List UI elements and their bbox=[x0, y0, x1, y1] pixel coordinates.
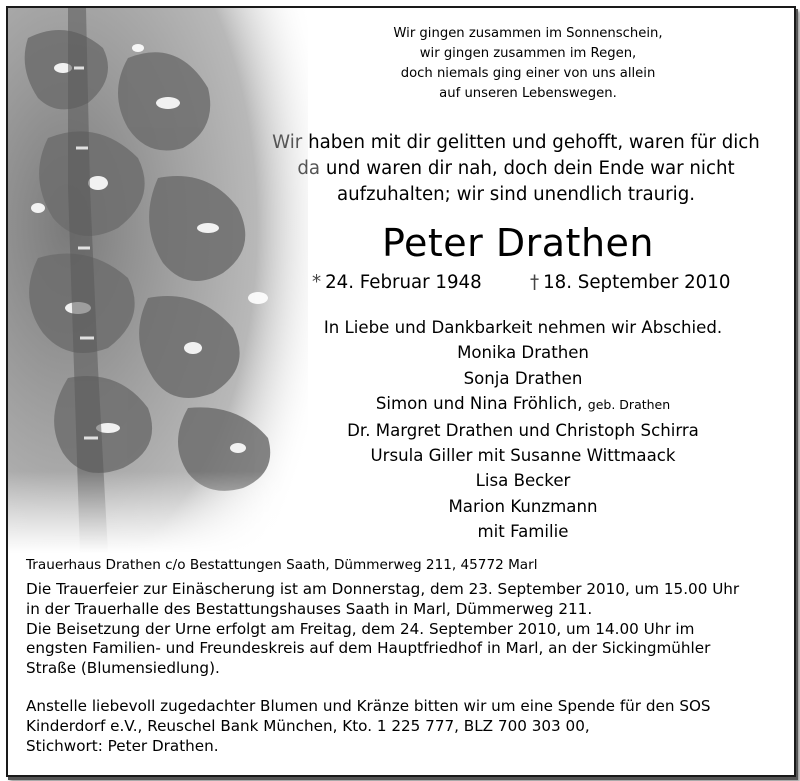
mourner: Marion Kunzmann bbox=[448, 496, 598, 516]
deceased-name: Peter Drathen bbox=[381, 221, 655, 265]
lead-rest: aufzuhalten; wir sind unendlich traurig. bbox=[336, 184, 696, 205]
lead-word: da bbox=[297, 158, 321, 179]
donation-request bbox=[26, 697, 796, 756]
death-cross-icon: † bbox=[530, 272, 540, 293]
mourner: Sonja Drathen bbox=[463, 368, 583, 388]
mourner: Dr. Margret Drathen und Christoph Schirra bbox=[347, 420, 699, 440]
mourner-name: Simon und Nina Fröhlich, bbox=[375, 394, 583, 414]
mourner: Monika Drathen bbox=[457, 343, 589, 363]
lead-word: Wir bbox=[272, 132, 303, 153]
service-line: Straße (Blumensiedlung). bbox=[26, 659, 220, 678]
service-line: Die Beisetzung der Urne erfolgt am Freitag, dem 24. September 2010, um 14.00 Uhr im bbox=[26, 619, 695, 638]
birth-star-icon: * bbox=[312, 272, 322, 293]
service-line: Die Trauerfeier zur Einäscherung ist am Donnerstag, dem 23. September 2010, um 15.00 Uhr bbox=[26, 580, 740, 598]
mourner: Lisa Becker bbox=[475, 471, 571, 491]
donation-line: Anstelle liebevoll zugedachter Blumen und Kränze bitten wir um eine Spende für den SOS bbox=[26, 697, 711, 715]
mourner: Ursula Giller mit Susanne Wittmaack bbox=[370, 446, 676, 466]
lead-line bbox=[266, 156, 766, 182]
farewell-text: In Liebe und Dankbarkeit nehmen wir Abschied. bbox=[323, 318, 723, 337]
service-details bbox=[26, 580, 796, 679]
poem-line: Wir gingen zusammen im Sonnenschein, bbox=[393, 26, 663, 41]
obituary-notice bbox=[6, 6, 796, 777]
death-date bbox=[530, 270, 730, 296]
mourners-list bbox=[298, 315, 748, 545]
death-date-text: 18. September 2010 bbox=[543, 272, 731, 293]
service-line: engsten Familien- und Freundeskreis auf dem Hauptfriedhof in Marl, an der Sickingmühler bbox=[26, 639, 711, 658]
lead-line bbox=[266, 182, 766, 208]
donation-line: Kinderdorf e.V., Reuschel Bank München, Kto. 1 225 777, BLZ 700 303 00, bbox=[26, 716, 590, 735]
poem bbox=[348, 24, 708, 104]
mourning-house-address: Trauerhaus Drathen c/o Bestattungen Saath, Dümmerweg 211, 45772 Marl bbox=[26, 557, 538, 573]
poem-line: auf unseren Lebenswegen. bbox=[439, 86, 617, 101]
donation-line: Stichwort: Peter Drathen. bbox=[26, 736, 219, 755]
mourner: mit Familie bbox=[477, 522, 569, 542]
lead-text bbox=[266, 130, 766, 208]
poem-line: doch niemals ging einer von uns allein bbox=[400, 66, 656, 81]
lead-rest: und waren dir nah, doch dein Ende war nicht bbox=[320, 158, 735, 179]
birch-tree-image bbox=[8, 8, 308, 553]
birth-date-text: 24. Februar 1948 bbox=[325, 272, 482, 293]
lead-rest: haben mit dir gelitten und gehofft, waren für dich bbox=[302, 132, 760, 153]
lead-line bbox=[266, 130, 766, 156]
poem-line: wir gingen zusammen im Regen, bbox=[419, 46, 637, 61]
maiden-name-note: geb. Drathen bbox=[587, 397, 671, 413]
service-line: in der Trauerhalle des Bestattungshauses Saath in Marl, Dümmerweg 211. bbox=[26, 599, 593, 618]
mourner bbox=[298, 391, 748, 417]
birth-date bbox=[312, 270, 482, 296]
